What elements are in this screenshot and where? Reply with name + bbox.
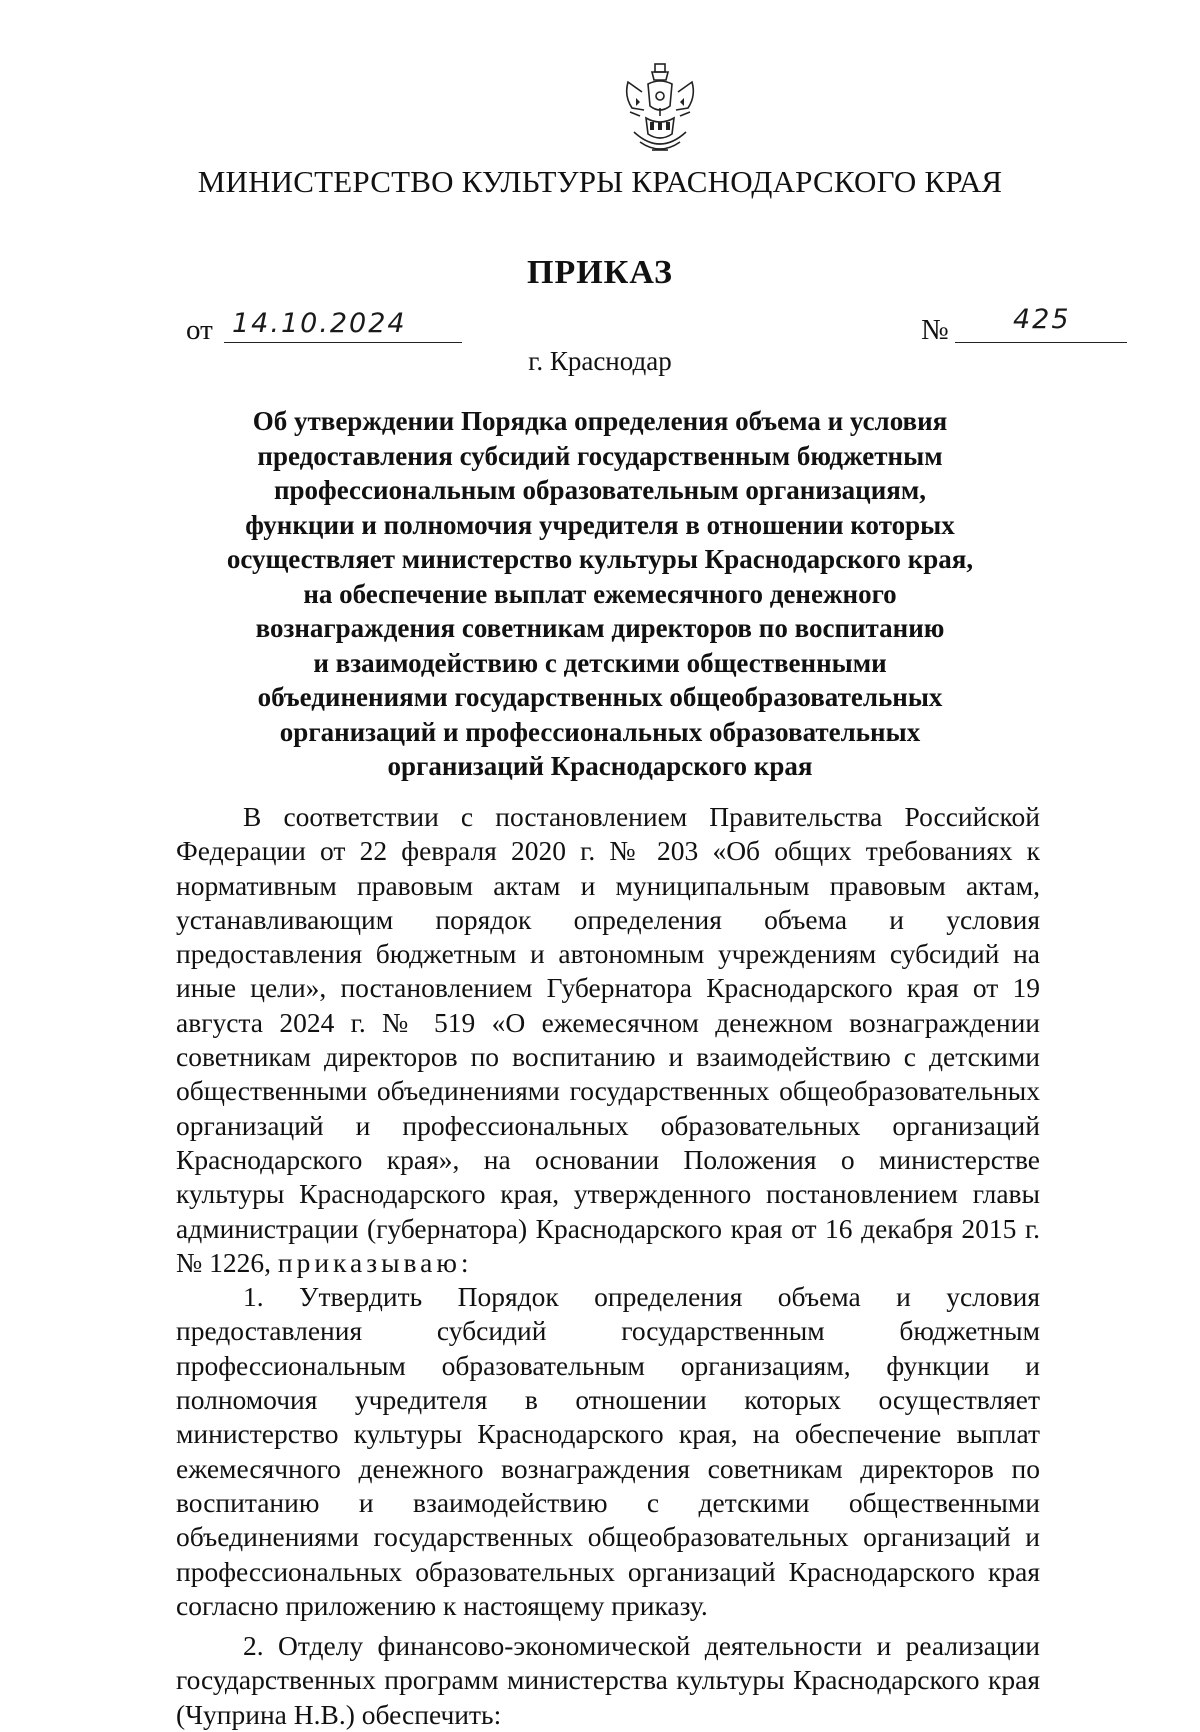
city: г. Краснодар <box>528 346 672 376</box>
title-line: профессиональным образовательным организациям, <box>273 475 927 505</box>
title-line: функции и полномочия учредителя в отношении которых <box>245 509 955 540</box>
item-2-paragraph: 2. Отделу финансово-экономической деятельности и реализации государственных программ министерства культуры Краснодарского края (Чуприна Н.В.) обеспечить: <box>176 1630 1040 1730</box>
title-line: предоставления субсидий государственным бюджетным <box>257 440 943 471</box>
number-underline <box>955 342 1127 343</box>
number-prefix: № <box>921 314 949 346</box>
number-value: 425 <box>1013 304 1071 335</box>
date-prefix: от <box>186 314 213 346</box>
title-line: на обеспечение выплат ежемесячного денежного <box>303 578 897 609</box>
coat-of-arms-icon <box>622 62 698 158</box>
title-line: организаций и профессиональных образовательных <box>279 716 921 747</box>
preamble-text: В соответствии с постановлением Правительства Российской Федерации от 22 февраля 2020 г. № 203 «Об общих требованиях к нормативным правовым актам и муниципальным правовым актам, устанавливающим порядок определения объема и условия предоставления бюджетным и автономным учреждениям субсидий на иные цели», постановлением Губернатора Краснодарского края от 19 августа 2024 г. № 519 «О ежемесячном денежном вознаграждении советникам директоров по воспитанию и взаимодействию с детскими общественными объединениями государственных общеобразовательных организаций и профессиональных образовательных организаций Краснодарского края», на основании Положения о министерстве культуры Краснодарского края, утвержденного постановлением главы администрации (губернатора) Краснодарского края от 16 декабря 2015 г. № 1226, <box>176 801 1040 1278</box>
title-line: и взаимодействию с детскими общественными <box>313 647 887 678</box>
title-line: Об утверждении Порядка определения объема и условия <box>252 406 948 436</box>
document-type: ПРИКАЗ <box>527 254 673 291</box>
ministry-name: МИНИСТЕРСТВО КУЛЬТУРЫ КРАСНОДАРСКОГО КРАЯ <box>197 164 1003 199</box>
date-value: 14.10.2024 <box>232 308 407 339</box>
title-line: вознаграждения советникам директоров по воспитанию <box>255 613 945 643</box>
preamble-paragraph <box>176 800 1040 1280</box>
document-body <box>176 800 1040 1732</box>
title-line: объединениями государственных общеобразовательных <box>257 682 943 712</box>
title-line: организаций Краснодарского края <box>387 751 813 781</box>
document-title <box>200 404 1000 784</box>
order-word: приказываю: <box>277 1246 473 1278</box>
title-line: осуществляет министерство культуры Краснодарского края, <box>226 544 974 574</box>
date-underline <box>224 342 462 343</box>
item-1-paragraph: 1. Утвердить Порядок определения объема и условия предоставления субсидий государственным бюджетным профессиональным образовательным организациям, функции и полномочия учредителя в отношении которых осуществляет министерство культуры Краснодарского края, на обеспечение выплат ежемесячного денежного вознаграждения советникам директоров по воспитанию и взаимодействию с детскими общественными объединениями государственных общеобразовательных организаций и профессиональных образовательных организаций Краснодарского края согласно приложению к настоящему приказу. <box>176 1281 1040 1621</box>
